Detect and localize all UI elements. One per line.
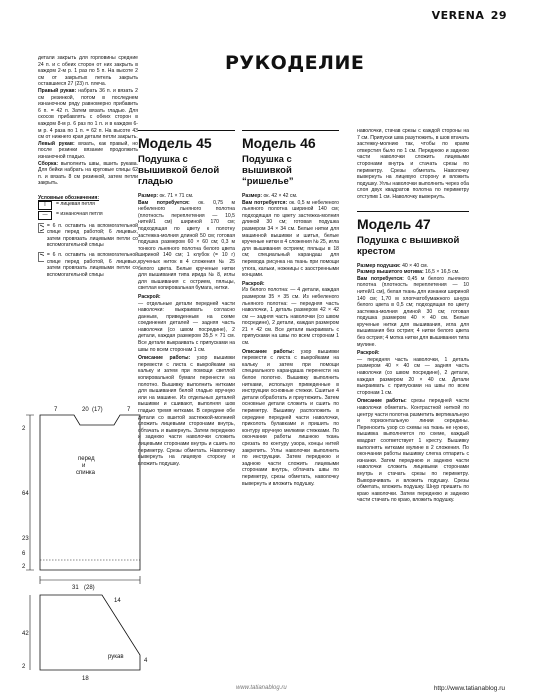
model-47-body: [357, 263, 469, 504]
cable-rule-1: [38, 223, 138, 249]
model-47-cutting: — передняя часть наволочки, 1 деталь размером 40 × 40 см — задняя часть наволочки (со швом посредине), 2 детали, каждая размером 20 × 40 см. Детали выкраивать с припусками на швы по всем сторонам 1 см.: [357, 356, 469, 396]
model-46-subtitle: Подушка с вышивкой “ришелье”: [242, 154, 294, 187]
legend-text-knit: = лицевая петля: [56, 201, 95, 208]
magazine-name: [432, 9, 507, 22]
model-46-materials-label: Вам потребуется:: [242, 199, 288, 206]
page-number: 29: [490, 9, 507, 22]
model-47-size-label: Размер подушки:: [357, 262, 401, 269]
model-47-cutting-label: Раскрой:: [357, 350, 380, 357]
diagram-label-sleeve: рукав: [108, 654, 124, 660]
model-46-materials: ок. 0,5 м небеленого льняного полотна шириной 140 см; подходящая по цвету застежка-молния длиной 30 см; готовая подушка размером 34 × 34 см. Белые нитки для машинной вышивки и шитья, белые крученые нитки в 4 сложения № 25, игла для вышивания острием; пяльцы в 18 см; специальный карандаш для перевода рисунка на ткань при помощи утюга, кальки, ножницы с заостренными концами.: [242, 199, 339, 279]
model-47-materials: 0,45 м белого льняного полотна (плотность переплетения — 10 нитей/1 см), белая ткань для изнанки шириной 140 см; 1,70 м хлопчатобумажного шнура белого цвета в 0,5 см; подходящая по цвету застежка-молния длиной 30 см; готовая подушка размером 40 × 40 см. Белые крученые нитки для вышивания, игла для вышивания без острия; 4 нитки белого цвета без острия; 4 мотка нитки для вышивания типа мулине.: [357, 275, 469, 348]
cable-rule-2: [38, 252, 138, 278]
model-46-continued: наволочки, стачав срезы с каждой стороны на 7 см. Припуски шва разутюжить, в шов втачать застежку-молнию так, чтобы по краям отверстия было по 1 см. Переднюю и заднюю части наволочки сложить лицевыми сторонами внутрь и стачать срезы по периметру. Срезы обметать. Наволочку вывернуть на лицевую сторону и вложить подушку. Углы наволочки выполнить через оба слоя двух квадратов полотна по периметру отступив 1 см. Наволочку вывернуть.: [357, 128, 469, 200]
model-45-materials: ок. 0,75 м небеленого льняного полотна (плотность переплетения — 10,5 нитей/1 см) шириной 170 см; подходящая по цвету к полотну застежка-молния длиной 50 см; готовая подушка размером 60 × 60 см; 0,3 м тонкого льняного полотна белого цвета шириной 140 см; 1 клубок (= 10 г) крученых ниток в 4 сложения № 25 белого цвета. Белые крученые нитки для вышивания типа ирида № 8, иглы для вышивания с острием, пяльцы, светлая копировальная бумага, нитки.: [138, 199, 235, 292]
diagram-label-2b: 2: [22, 564, 26, 570]
cable-rule-1-text: = 6 п. оставить на вспомогательной спице перед работой; 6 лицевых, затем провязать лицевыми петли со вспомогательной спицы: [46, 222, 138, 249]
left-sleeve-label: Левый рукав:: [38, 140, 75, 147]
model-47-column: [357, 128, 469, 504]
model-47-motif: 16,5 × 16,5 см.: [425, 269, 460, 276]
diagram-label-64: 64: [22, 491, 29, 497]
model-45-materials-label: Вам потребуется:: [138, 199, 190, 206]
model-47-motif-label: Размер вышитого мотива:: [357, 269, 424, 276]
magazine-title: VERENA: [431, 9, 485, 22]
diagram-label-shoulder-l: 7: [54, 407, 58, 413]
left-column: [38, 55, 138, 278]
sleeve-outline: [40, 595, 140, 670]
model-46-cutting-label: Раскрой:: [242, 280, 265, 287]
legend-symbol-purl: —: [38, 211, 52, 220]
diagram-label-front: перед: [78, 456, 95, 462]
diagram-label-neck: 20: [82, 407, 89, 413]
model-46-size: ок. 42 × 42 см.: [263, 193, 298, 199]
model-46-work-label: Описание работы:: [242, 348, 295, 355]
assembly-text: выполнить швы, вшить рукава. Для бейки набрать на круговые спицы 62 п. и вязать 8 см резинкой, затем петли закрыть.: [38, 160, 138, 187]
diagram-label-14: 14: [114, 598, 121, 604]
legend-text-purl: = изнаночная петля: [56, 211, 103, 218]
model-45-size-label: Размер:: [138, 193, 159, 199]
model-47-work: срезы передней части наволочки обметать. Контрастной ниткой по центру части полотна разметить вертикальную и горизонтальную линии середины. Переносить узор со схемы на ткань не нужно, вышивка выполняется по схеме, каждый квадрат соответствует 1 кресту. Вышивку выполнять нитками мулине в 2 сложения. По окончании работы вышивку слегка отпарить с изнанки. Затем переднюю и заднюю части наволочки сложить лицевыми сторонами внутрь и стачать срезы по периметру. Выворачивать и вложить подушку. Срезы обметать, вложить подушку. Шнур пришить по краю наволочки. Затем переднюю и заднюю части стачать по краю, вложить подушку.: [357, 398, 469, 504]
watermark: www.tatianablog.ru: [236, 685, 287, 691]
right-sleeve-label: Правый рукав:: [38, 87, 77, 94]
cable-left-icon: [38, 223, 44, 233]
model-45-cutting: — отдельные детали передней части наволочки: выкраивать согласно данным, приведенным на схеме соединения деталей — задняя часть наволочки (со швом посредине), 2 детали, каждая размером 35,5 × 71 см. Все детали выкраивать с припусками на швы по всем сторонам 1 см.: [138, 300, 235, 353]
model-46-title: Модель 46: [242, 130, 339, 151]
assembly-label: Сборка:: [38, 160, 59, 167]
diagram-label-2c: 2: [22, 664, 26, 670]
model-45-size: ок. 71 × 71 см.: [159, 193, 194, 199]
model-45-section: [138, 130, 235, 467]
model-46-cutting: Из белого полотна: — 4 детали, каждая размером 35 × 35 см. Из небеленого льняного полотна: — передняя часть наволочки, 1 деталь размером 42 × 42 см — задняя часть наволочки (со швом посредине), 2 детали, каждая размером 21 × 42 см. Все детали выкраивать с припусками на швы по всем сторонам 1 см.: [242, 287, 339, 347]
left-sleeve-text: вязать, как правый, но после резинки вязание продолжить изнаночной гладью.: [38, 140, 139, 160]
model-46-work: узор вышивки перевести с листа с выкройками на кальку и затем при помощи специального карандаша перенести на белое полотно. Вышивку выполнить нитками, используя приведенные в инструкции основные стежки. Сшитые 4 детали обработать и приутюжить. Затем основные детали сложить и сшить по периметру. Вышивку расположить в середине передней части наволочки, приколоть булавками и пришить по контуру вручную мелкими стежками. По окончании работы лишнюю ткань срезать по контуру узора, концы нитей закрепить. Углы наволочки выполнить по инструкции. Затем переднюю и заднюю части сложить лицевыми сторонами внутрь, обтачать швы по периметру, срезы обметать, наволочку вывернуть и вложить подушку.: [242, 348, 339, 487]
right-sleeve-text: набрать 36 п. и вязать 2 см резинкой, потом в последнем изнаночном ряду равномерно прибавить 6 п. = 42 п. Затем вязать гладью. Для скосов прибавлять с обеих сторон в каждом 8-м р. 6 раз по 1 п. и в каждом 6-м р. 4 раза по 1 п. = 62 п. На высоте 43 см от нижнего края детали петли закрыть.: [38, 87, 138, 141]
model-45-cutting-label: Раскрой:: [138, 293, 161, 300]
model-47-work-label: Описание работы:: [357, 398, 407, 405]
diagram-label-2a: 2: [22, 426, 26, 432]
footer-url[interactable]: http://www.tatianablog.ru: [433, 685, 505, 692]
model-47-size: 40 × 40 см.: [402, 262, 429, 269]
diagram-label-31: 31: [72, 585, 79, 591]
page-title: РУКОДЕЛИЕ: [225, 52, 365, 74]
diagram-label-6: 6: [22, 551, 26, 557]
diagram-label-shoulder-r: 7: [127, 407, 131, 413]
cable-rule-2-text: = 6 п. оставить на вспомогательной спице перед работой, 6 лицевых, затем провязать лицевыми петли со вспомогательной спицы: [46, 252, 138, 278]
diagram-label-42: 42: [22, 631, 29, 637]
front-back-outline: [40, 415, 140, 570]
diagram-label-23: 23: [22, 536, 29, 542]
model-47-materials-label: Вам потребуется:: [357, 275, 404, 282]
model-45-work-label: Описание работы:: [138, 355, 191, 362]
legend-title: Условные обозначения:: [38, 194, 100, 201]
model-46-size-label: Размер:: [242, 193, 263, 199]
diagram-label-and: и: [82, 463, 86, 469]
model-45-subtitle: Подушка с вышивкой белой гладью: [138, 154, 220, 187]
model-45-body: [138, 193, 235, 467]
legend-row-2: [38, 211, 138, 220]
diagram-label-28: (28): [84, 585, 95, 591]
model-45-title: Модель 45: [138, 130, 235, 151]
model-46-section: [242, 130, 339, 487]
left-text-1: детали закрыть для горловины средние 24 п. и с обеих сторон от них закрыть в каждом 2-м р. 1 раз по 5 п. На высоте 2 см от закрытых петель закрыть оставшиеся 27 (23) п. плеча.: [38, 55, 138, 88]
legend-symbol-knit: I: [38, 201, 52, 210]
model-47-title: Модель 47: [357, 211, 469, 232]
legend-row-1: [38, 201, 138, 210]
diagram-label-back: спинка: [76, 470, 96, 476]
diagram-label-neck-alt: (17): [92, 407, 103, 413]
diagram-label-18: 18: [82, 676, 89, 682]
model-46-body: [242, 193, 339, 487]
model-45-work: узор вышивки перевести с листа с выкройками на кальку и затем при помощи светлой копировальной бумаги перенести на полотно. Вышивку выполнить нитками для вышивания белой гладью вручную или на машине. Из отдельных деталей вышивки и сшивают, выполняя шов гладью тремя нитками. В середине обе детали со вшитой застежкой-молнией сложить лицевыми сторонами внутрь, обтачать и вывернуть. Затем переднюю и заднюю части наволочки сложить лицевыми сторонами внутрь и сшить по периметру. Срезы обметать. Наволочку вывернуть на лицевую сторону и вложить подушку.: [138, 355, 235, 467]
diagram-label-4: 4: [144, 658, 148, 664]
model-47-subtitle: Подушка с вышивкой крестом: [357, 234, 460, 257]
cable-right-icon: [38, 252, 44, 262]
